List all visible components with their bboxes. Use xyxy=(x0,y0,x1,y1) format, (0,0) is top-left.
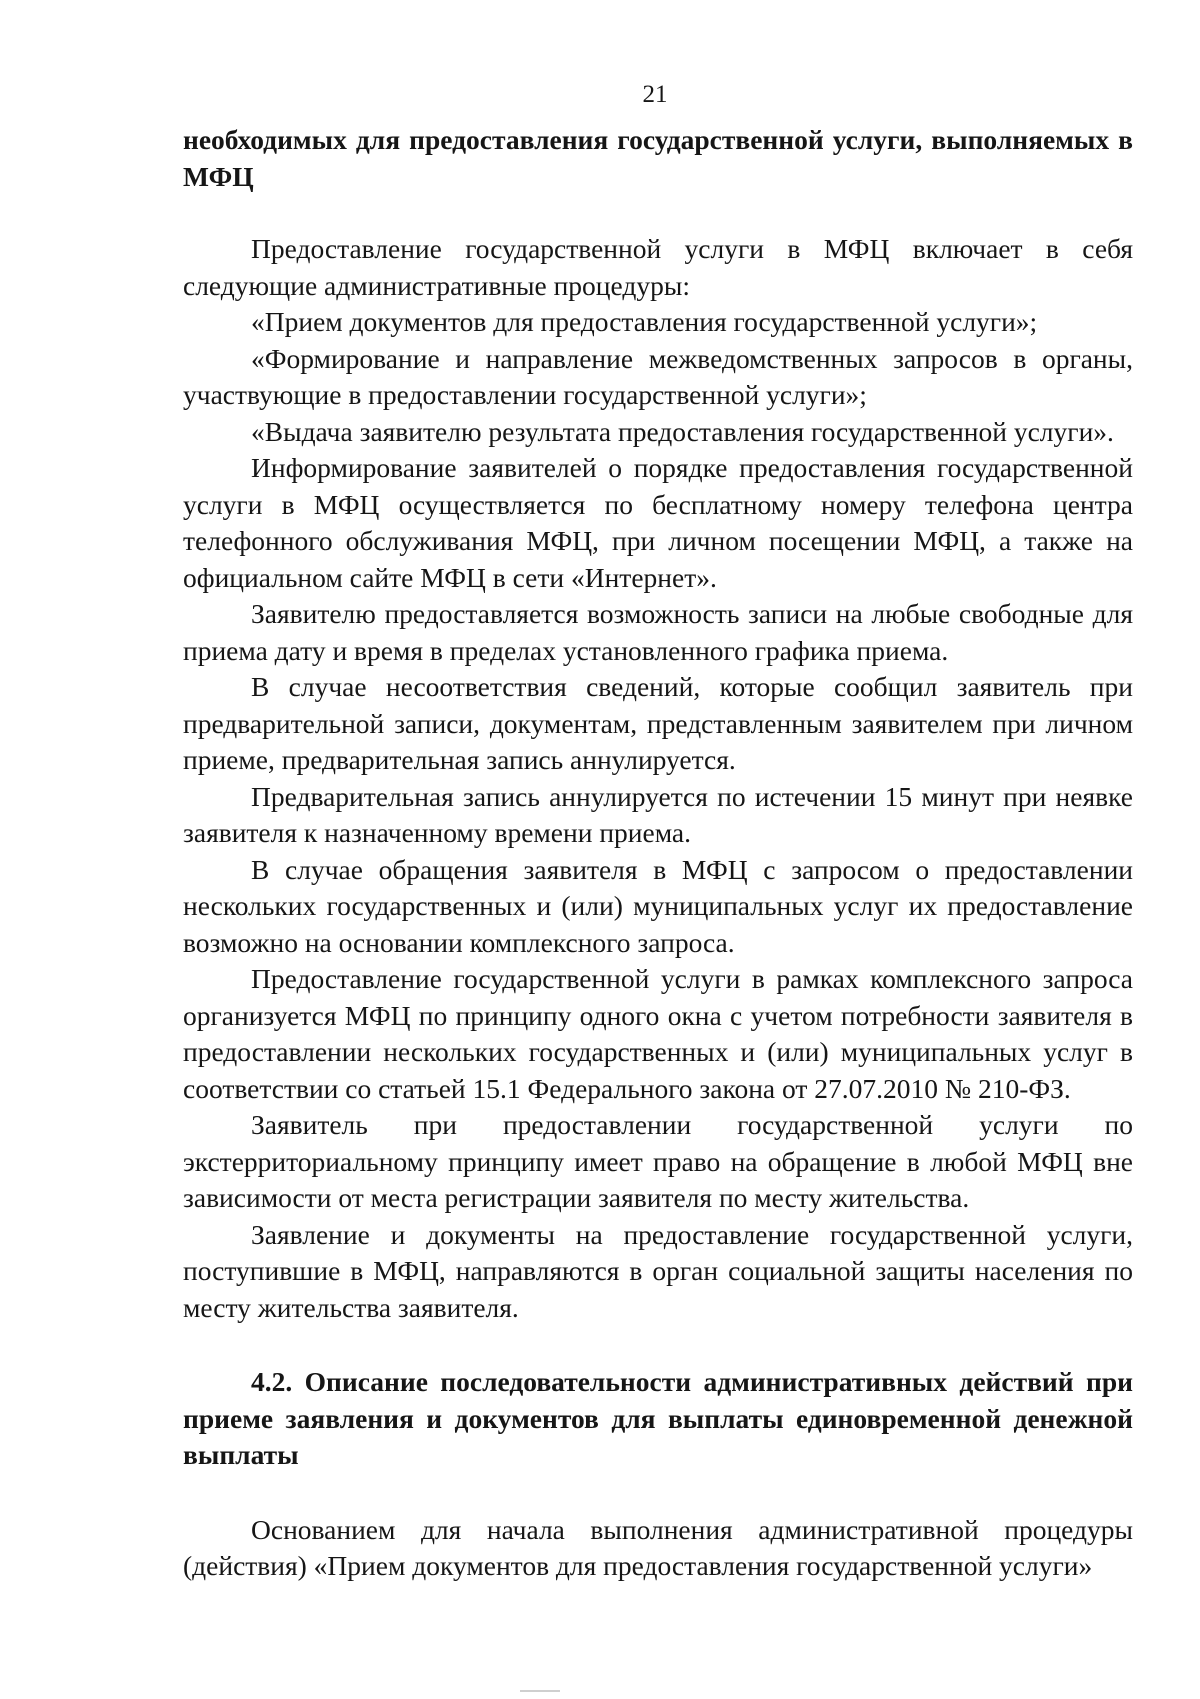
page-number: 21 xyxy=(642,81,668,108)
scan-artifact xyxy=(520,1690,560,1692)
paragraph: «Выдача заявителю результата предоставления государственной услуги». xyxy=(251,415,1114,447)
final-paragraph: Основанием для начала выполнения административной процедуры (действия) «Прием документов для предоставления государственной услуги» xyxy=(183,1513,1133,1581)
paragraph: «Прием документов для предоставления государственной услуги»; xyxy=(251,306,1038,337)
paragraph: Заявителю предоставляется возможность записи на любые свободные для приема дату и время в пределах установленного графика приема. xyxy=(183,598,1133,666)
paragraph: Заявитель при предоставлении государственной услуги по экстерриториальному принципу имеет право на обращение в любой МФЦ вне зависимости от места регистрации заявителя по месту жительства. xyxy=(183,1109,1133,1213)
paragraph: «Формирование и направление межведомственных запросов в органы, участвующие в предоставлении государственной услуги»; xyxy=(183,342,1133,410)
paragraph: В случае несоответствия сведений, которые сообщил заявитель при предварительной записи, документам, представленным заявителем при личном приеме, предварительная запись аннулируется. xyxy=(183,671,1133,775)
paragraph: Заявление и документы на предоставление государственной услуги, поступившие в МФЦ, направляются в орган социальной защиты населения по месту жительства заявителя. xyxy=(183,1218,1133,1323)
paragraph: Предоставление государственной услуги в МФЦ включает в себя следующие административные процедуры: xyxy=(183,233,1133,301)
paragraph: Предварительная запись аннулируется по истечении 15 минут при неявке заявителя к назначенному времени приема. xyxy=(183,780,1133,848)
paragraph: В случае обращения заявителя в МФЦ с запросом о предоставлении нескольких государственных и (или) муниципальных услуг их предоставление возможно на основании комплексного запроса. xyxy=(183,853,1133,958)
paragraph: Информирование заявителей о порядке предоставления государственной услуги в МФЦ осуществляется по бесплатному номеру телефона центра телефонного обслуживания МФЦ, при личном посещении МФЦ, а также на официальном сайте МФЦ в сети «Интернет». xyxy=(183,452,1133,593)
heading-continuation: необходимых для предоставления государственной услуги, выполняемых в МФЦ xyxy=(183,124,1133,192)
section-heading: 4.2. Описание последовательности административных действий при приеме заявления и документов для выплаты единовременной денежной выплаты xyxy=(183,1366,1133,1470)
body-paragraphs xyxy=(183,231,1133,1326)
paragraph: Предоставление государственной услуги в рамках комплексного запроса организуется МФЦ по принципу одного окна с учетом потребности заявителя в предоставлении нескольких государственных и (или) муниципальных услуг в соответствии со статьей 15.1 Федерального закона от 27.07.2010 № 210-ФЗ. xyxy=(183,963,1133,1104)
page-content xyxy=(183,122,1133,1585)
